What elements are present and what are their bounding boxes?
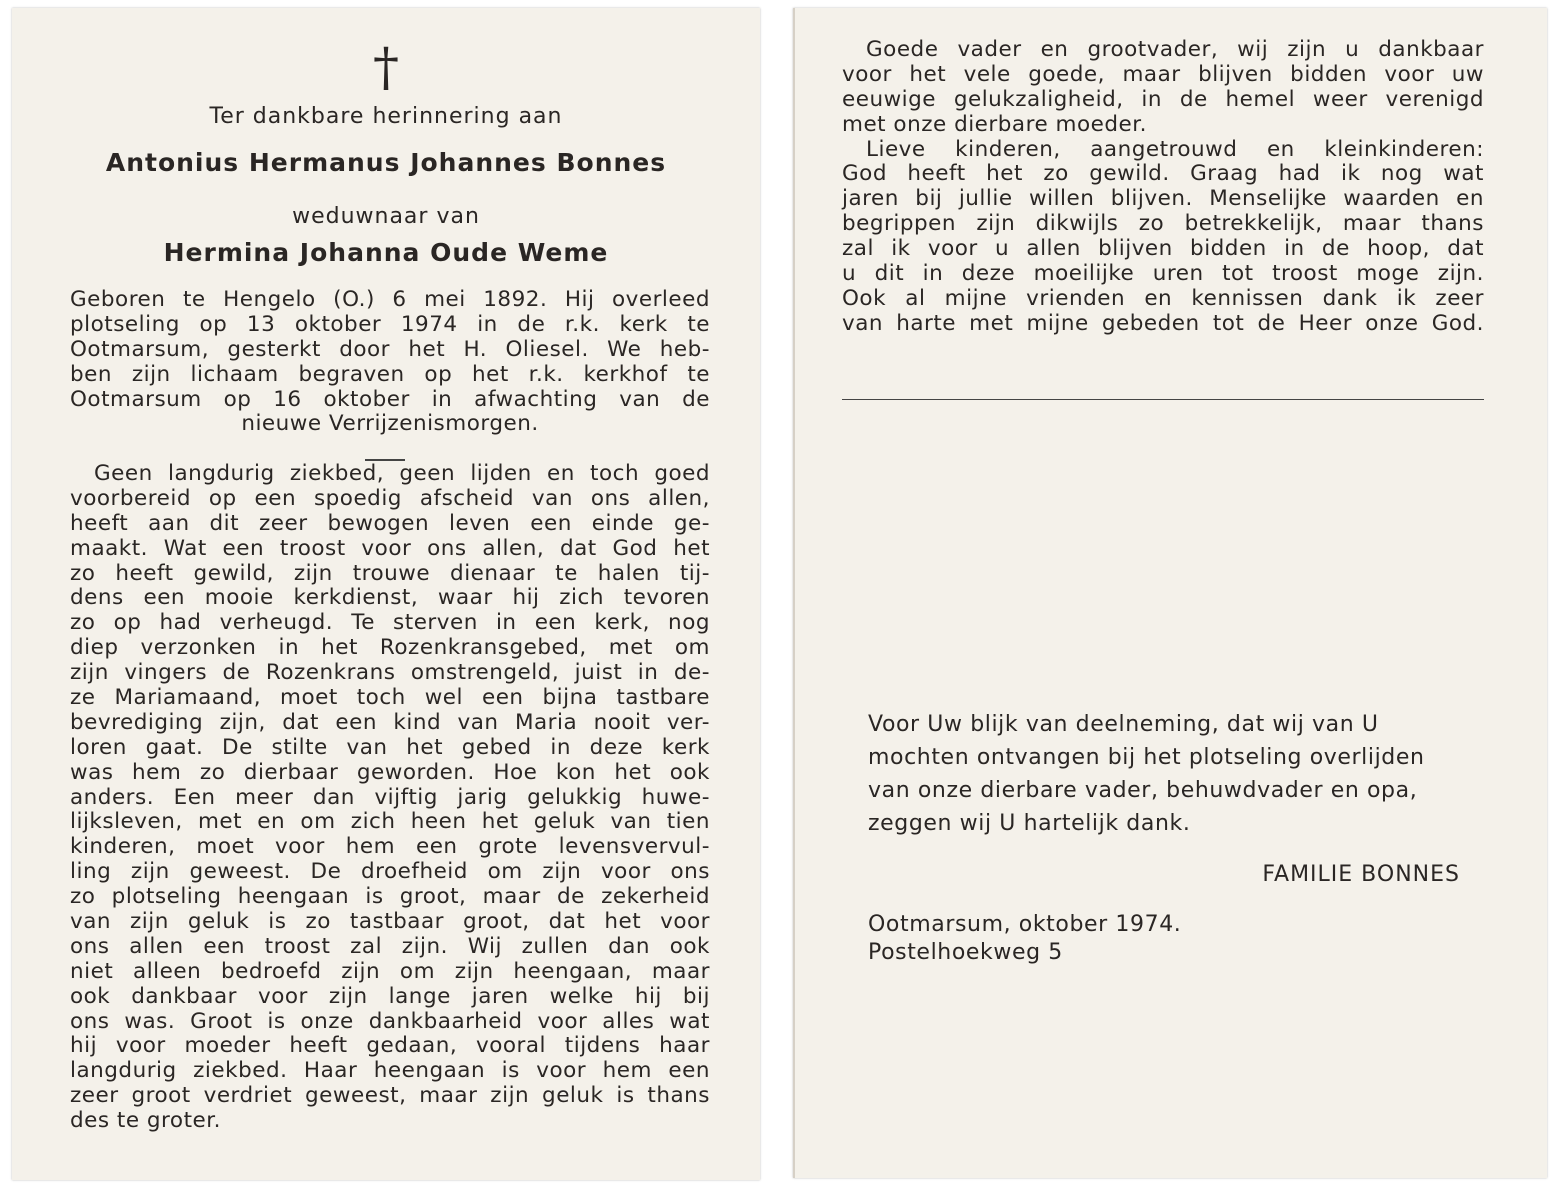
text-line: diep verzonken in het Rozenkransgebed, met om: [70, 635, 710, 661]
bio-line: Ootmarsum, gesterkt door het H. Oliesel. We heb-: [70, 336, 710, 362]
message-line: met onze dierbare moeder.: [842, 111, 1147, 137]
text-line: hij voor moeder heeft gedaan, vooral tijdens haar: [70, 1033, 710, 1059]
farewell-message: [842, 38, 1484, 337]
place-and-address: [868, 908, 1460, 969]
text-line: ling zijn geweest. De droefheid om zijn voor ons: [70, 859, 710, 885]
message-line: van harte met mijne gebeden tot de Heer onze God.: [842, 310, 1484, 336]
message-line: jaren bij jullie willen blijven. Menselijke waarden en: [842, 186, 1484, 212]
text-line: langdurig ziekbed. Haar heengaan is voor hem een: [70, 1058, 710, 1084]
memorial-card-left-page: [12, 8, 760, 1180]
signature: [868, 858, 1460, 891]
cross-icon: †: [373, 38, 399, 98]
text-line: dens een mooie kerkdienst, waar hij zich tevoren: [70, 585, 710, 611]
message-line: Goede vader en grootvader, wij zijn u dankbaar: [866, 37, 1484, 62]
thanks-line: van onze dierbare vader, behuwdvader en opa,: [868, 778, 1418, 803]
message-line: Lieve kinderen, aangetrouwd en kleinkinderen:: [866, 136, 1484, 162]
text-line: zeer groot verdriet geweest, maar zijn geluk is thans: [70, 1083, 710, 1109]
message-line: u dit in deze moeilijke uren tot troost moge zijn.: [842, 261, 1484, 287]
text-line: zo op had verheugd. Te sterven in een kerk, nog: [70, 610, 710, 636]
text-line: van zijn geluk is zo tastbaar groot, dat het voor: [70, 909, 710, 935]
text-line: loren gaat. De stilte van het gebed in deze kerk: [70, 734, 710, 760]
message-line: voor het vele goede, maar blijven bidden voor uw: [842, 61, 1484, 87]
spouse-name: Hermina Johanna Oude Weme: [163, 238, 609, 267]
bio-line: ben zijn lichaam begraven op het r.k. kerkhof te: [70, 361, 710, 387]
message-line: God heeft het zo gewild. Graag had ik nog wat: [842, 161, 1484, 187]
text-line: was hem zo dierbaar geworden. Hoe kon het ook: [70, 759, 710, 785]
text-line: bevrediging zijn, dat een kind van Maria nooit ver-: [70, 709, 710, 735]
message-line: begrippen zijn dikwijls zo betrekkelijk, maar thans: [842, 211, 1484, 237]
text-line: ze Mariamaand, moet toch wel een bijna tastbare: [70, 685, 710, 711]
bio-line: Geboren te Hengelo (O.) 6 mei 1892. Hij overleed: [70, 287, 710, 312]
eulogy-text: [70, 462, 710, 1134]
divider-line: [842, 399, 1484, 400]
text-line: des te groter.: [70, 1108, 221, 1134]
text-line: ook dankbaar voor zijn lange jaren welke hij bij: [70, 983, 710, 1009]
bio-line: plotseling op 13 oktober 1974 in de r.k. kerk te: [70, 311, 710, 337]
thanks-line: Voor Uw blijk van deelneming, dat wij van U: [868, 712, 1379, 737]
signature-text: FAMILIE BONNES: [1262, 862, 1460, 887]
place-date: Ootmarsum, oktober 1974.: [868, 912, 1182, 937]
text-line: ons was. Groot is onze dankbaarheid voor alles wat: [70, 1008, 710, 1034]
thanks-text: [868, 708, 1460, 840]
relation-text: weduwnaar van: [292, 204, 480, 229]
bio-line: nieuwe Verrijzenismorgen.: [241, 411, 539, 437]
text-line: niet alleen bedroefd zijn om zijn heengaan, maar: [70, 958, 710, 984]
intro-text: Ter dankbare herinnering aan: [209, 104, 563, 129]
text-line: maakt. Wat een troost voor ons allen, dat God het: [70, 535, 710, 561]
biography: [70, 288, 710, 437]
text-line: ons allen een troost zal zijn. Wij zullen dan ook: [70, 933, 710, 959]
text-line: lijksleven, met en om zich heen het geluk van tien: [70, 809, 710, 835]
address: Postelhoekweg 5: [868, 940, 1063, 965]
text-line: kinderen, moet voor hem een grote levensvervul-: [70, 834, 710, 860]
text-line: Geen langdurig ziekbed, geen lijden en toch goed: [94, 461, 710, 486]
message-line: Ook al mijne vrienden en kennissen dank ik zeer: [842, 285, 1484, 311]
message-line: zal ik voor u allen blijven bidden in de hoop, dat: [842, 236, 1484, 262]
bio-line: Ootmarsum op 16 oktober in afwachting van de: [70, 386, 710, 412]
text-line: anders. Een meer dan vijftig jarig gelukkig huwe-: [70, 784, 710, 810]
text-line: zo plotseling heengaan is groot, maar de zekerheid: [70, 884, 710, 910]
text-line: heeft aan dit zeer bewogen leven een einde ge-: [70, 510, 710, 536]
message-line: eeuwige gelukzaligheid, in de hemel weer verenigd: [842, 86, 1484, 112]
thanks-line: mochten ontvangen bij het plotseling overlijden: [868, 745, 1425, 770]
text-line: voorbereid op een spoedig afscheid van ons allen,: [70, 485, 710, 511]
text-line: zijn vingers de Rozenkrans omstrengeld, juist in de-: [70, 660, 710, 686]
thanks-line: zeggen wij U hartelijk dank.: [868, 811, 1191, 836]
memorial-card-right-page: [793, 8, 1547, 1178]
deceased-name: Antonius Hermanus Johannes Bonnes: [105, 148, 667, 177]
text-line: zo heeft gewild, zijn trouwe dienaar te halen tij-: [70, 560, 710, 586]
